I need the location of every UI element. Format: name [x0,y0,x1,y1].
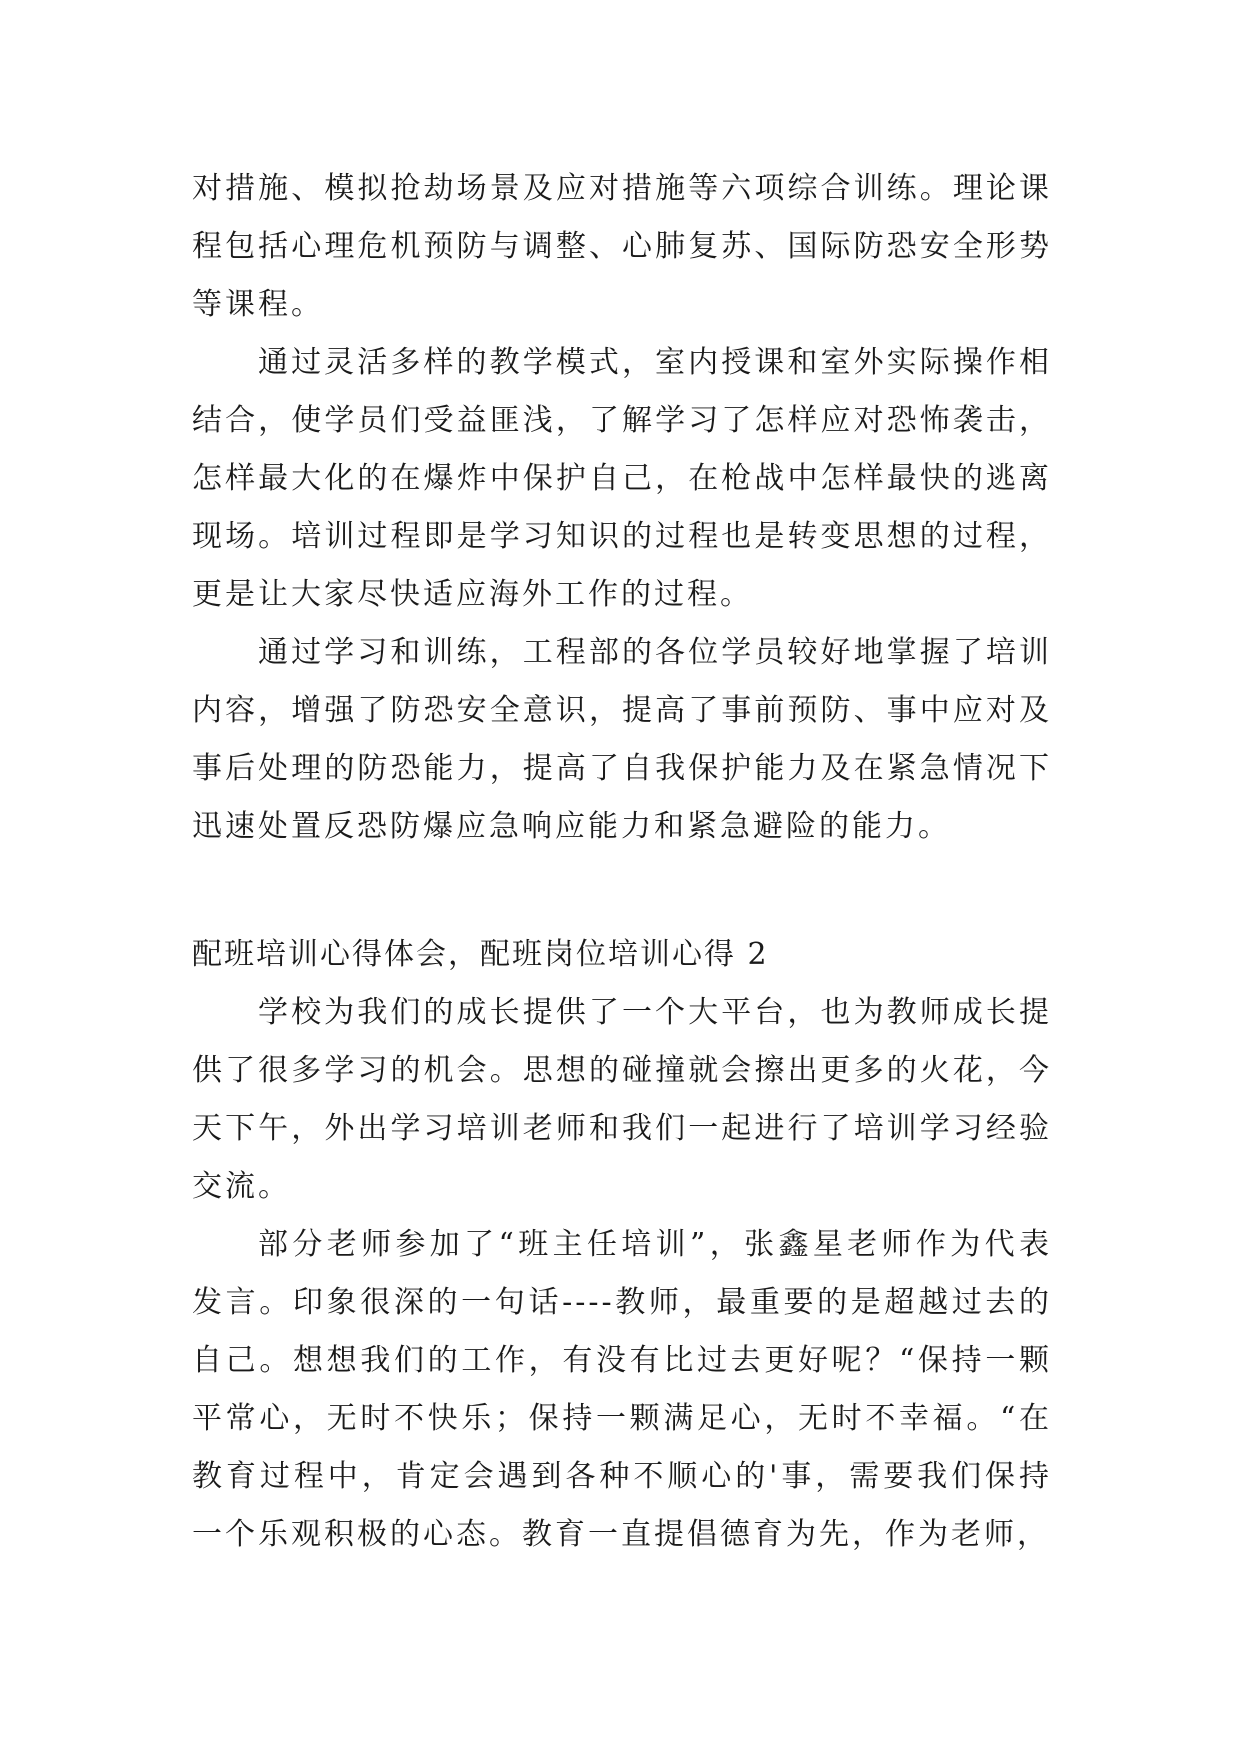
paragraph-school-platform: 学校为我们的成长提供了一个大平台，也为教师成长提供了很多学习的机会。思想的碰撞就会擦出更多的火花，今天下午，外出学习培训老师和我们一起进行了培训学习经验交流。 [192,995,1052,1204]
paragraph-training-content: 对措施、模拟抢劫场景及应对措施等六项综合训练。理论课程包括心理危机预防与调整、心肺复苏、国际防恐安全形势等课程。 [192,171,1052,322]
paragraph-teaching-mode: 通过灵活多样的教学模式，室内授课和室外实际操作相结合，使学员们受益匪浅，了解学习了怎样应对恐怖袭击，怎样最大化的在爆炸中保护自己，在枪战中怎样最快的逃离现场。培训过程即是学习知识的过程也是转变思想的过程，更是让大家尽快适应海外工作的过程。 [192,345,1052,612]
paragraph-training-results: 通过学习和训练，工程部的各位学员较好地掌握了培训内容，增强了防恐安全意识，提高了事前预防、事中应对及事后处理的防恐能力，提高了自我保护能力及在紧急情况下迅速处置反恐防爆应急响应能力和紧急避险的能力。 [192,635,1052,844]
document-body [192,160,1052,1564]
paragraph-head-teacher-training: 部分老师参加了“班主任培训”，张鑫星老师作为代表发言。印象很深的一句话----教师，最重要的是超越过去的自己。想想我们的工作，有没有比过去更好呢？“保持一颗平常心，无时不快乐；保持一颗满足心，无时不幸福。“在教育过程中，肯定会遇到各种不顺心的'事，需要我们保持一个乐观积极的心态。教育一直提倡德育为先，作为老师， [192,1227,1052,1552]
section-title: 配班培训心得体会，配班岗位培训心得 2 [192,937,769,972]
